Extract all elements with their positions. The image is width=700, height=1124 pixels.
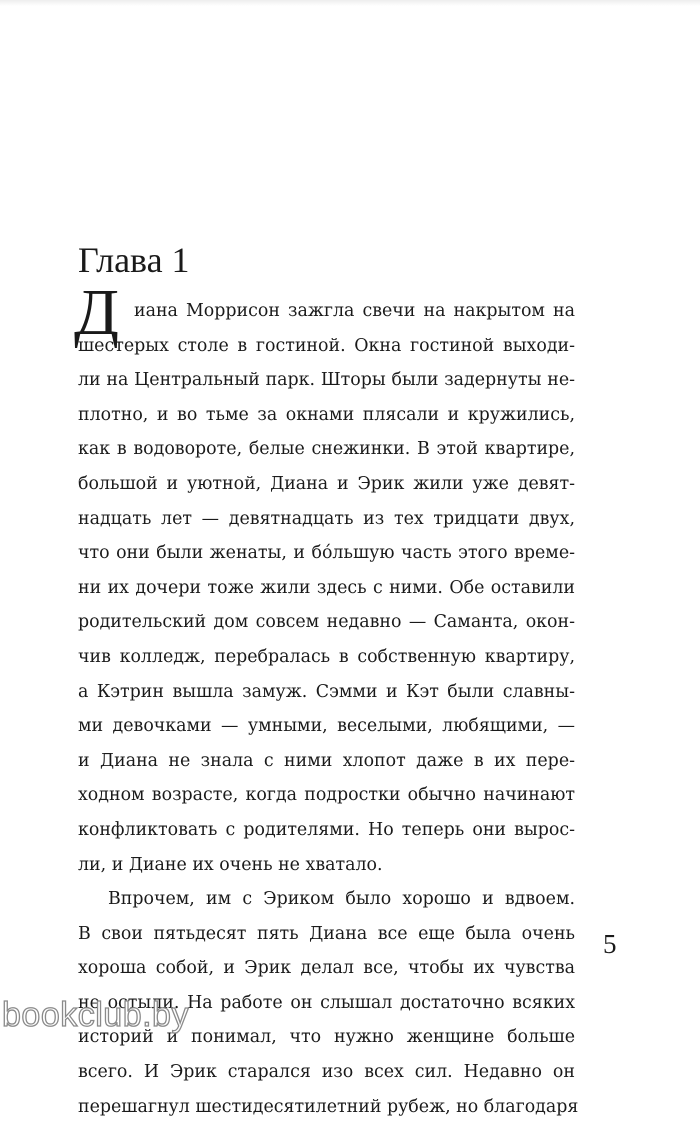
text-line: Впрочем, им с Эриком было хорошо и вдвоем. xyxy=(108,889,575,910)
text-line: ни их дочери тоже жили здесь с ними. Обе оставили xyxy=(78,577,575,598)
text-line: перешагнул шестидесятилетний рубеж, но благодаря xyxy=(78,1096,579,1117)
watermark: bookclub.by xyxy=(2,996,189,1034)
text-line: историй и понимал, что нужно женщине больше xyxy=(78,1027,575,1048)
text-line: хороша собой, и Эрик делал все, чтобы их чувства xyxy=(78,958,575,979)
text-line: что они были женаты, и бóльшую часть этого време- xyxy=(78,543,575,564)
text-line: а Кэтрин вышла замуж. Сэмми и Кэт были славны- xyxy=(78,681,575,702)
text-line-content: иана Моррисон зажгла свечи на накрытом на xyxy=(134,301,575,321)
text-line: конфликтовать с родителями. Но теперь они вырос- xyxy=(78,819,575,840)
text-line: ми девочками — умными, веселыми, любящими, — xyxy=(78,716,575,737)
text-line: ходном возрасте, когда подростки обычно начинают xyxy=(78,785,575,806)
text-line: плотно, и во тьме за окнами плясали и кружились, xyxy=(78,404,575,425)
drop-cap: Д xyxy=(74,276,120,349)
text-line: и Диана не знала с ними хлопот даже в их пере- xyxy=(78,750,575,771)
text-line: шестерых столе в гостиной. Окна гостиной выходи- xyxy=(78,335,575,356)
text-line: ли, и Диане их очень не хватало. xyxy=(78,854,383,875)
text-line: не остыли. На работе он слышал достаточно всяких xyxy=(78,992,575,1013)
text-line: большой и уютной, Диана и Эрик жили уже девят- xyxy=(78,473,575,494)
text-line: как в водовороте, белые снежинки. В этой квартире, xyxy=(78,439,575,460)
page-number: 5 xyxy=(603,929,617,959)
text-line: чив колледж, перебралась в собственную квартиру, xyxy=(78,646,575,667)
text-line: В свои пятьдесят пять Диана все еще была очень xyxy=(78,923,575,944)
text-line: родительский дом совсем недавно — Саманта, окон- xyxy=(78,612,575,633)
text-line: ли на Центральный парк. Шторы были задернуты не- xyxy=(78,370,575,391)
page-edge-shade xyxy=(0,0,700,6)
text-line: надцать лет — девятнадцать из тех тридцати двух, xyxy=(78,508,575,529)
chapter-title: Глава 1 xyxy=(78,240,190,280)
text-line: всего. И Эрик старался изо всех сил. Недавно он xyxy=(78,1062,575,1083)
